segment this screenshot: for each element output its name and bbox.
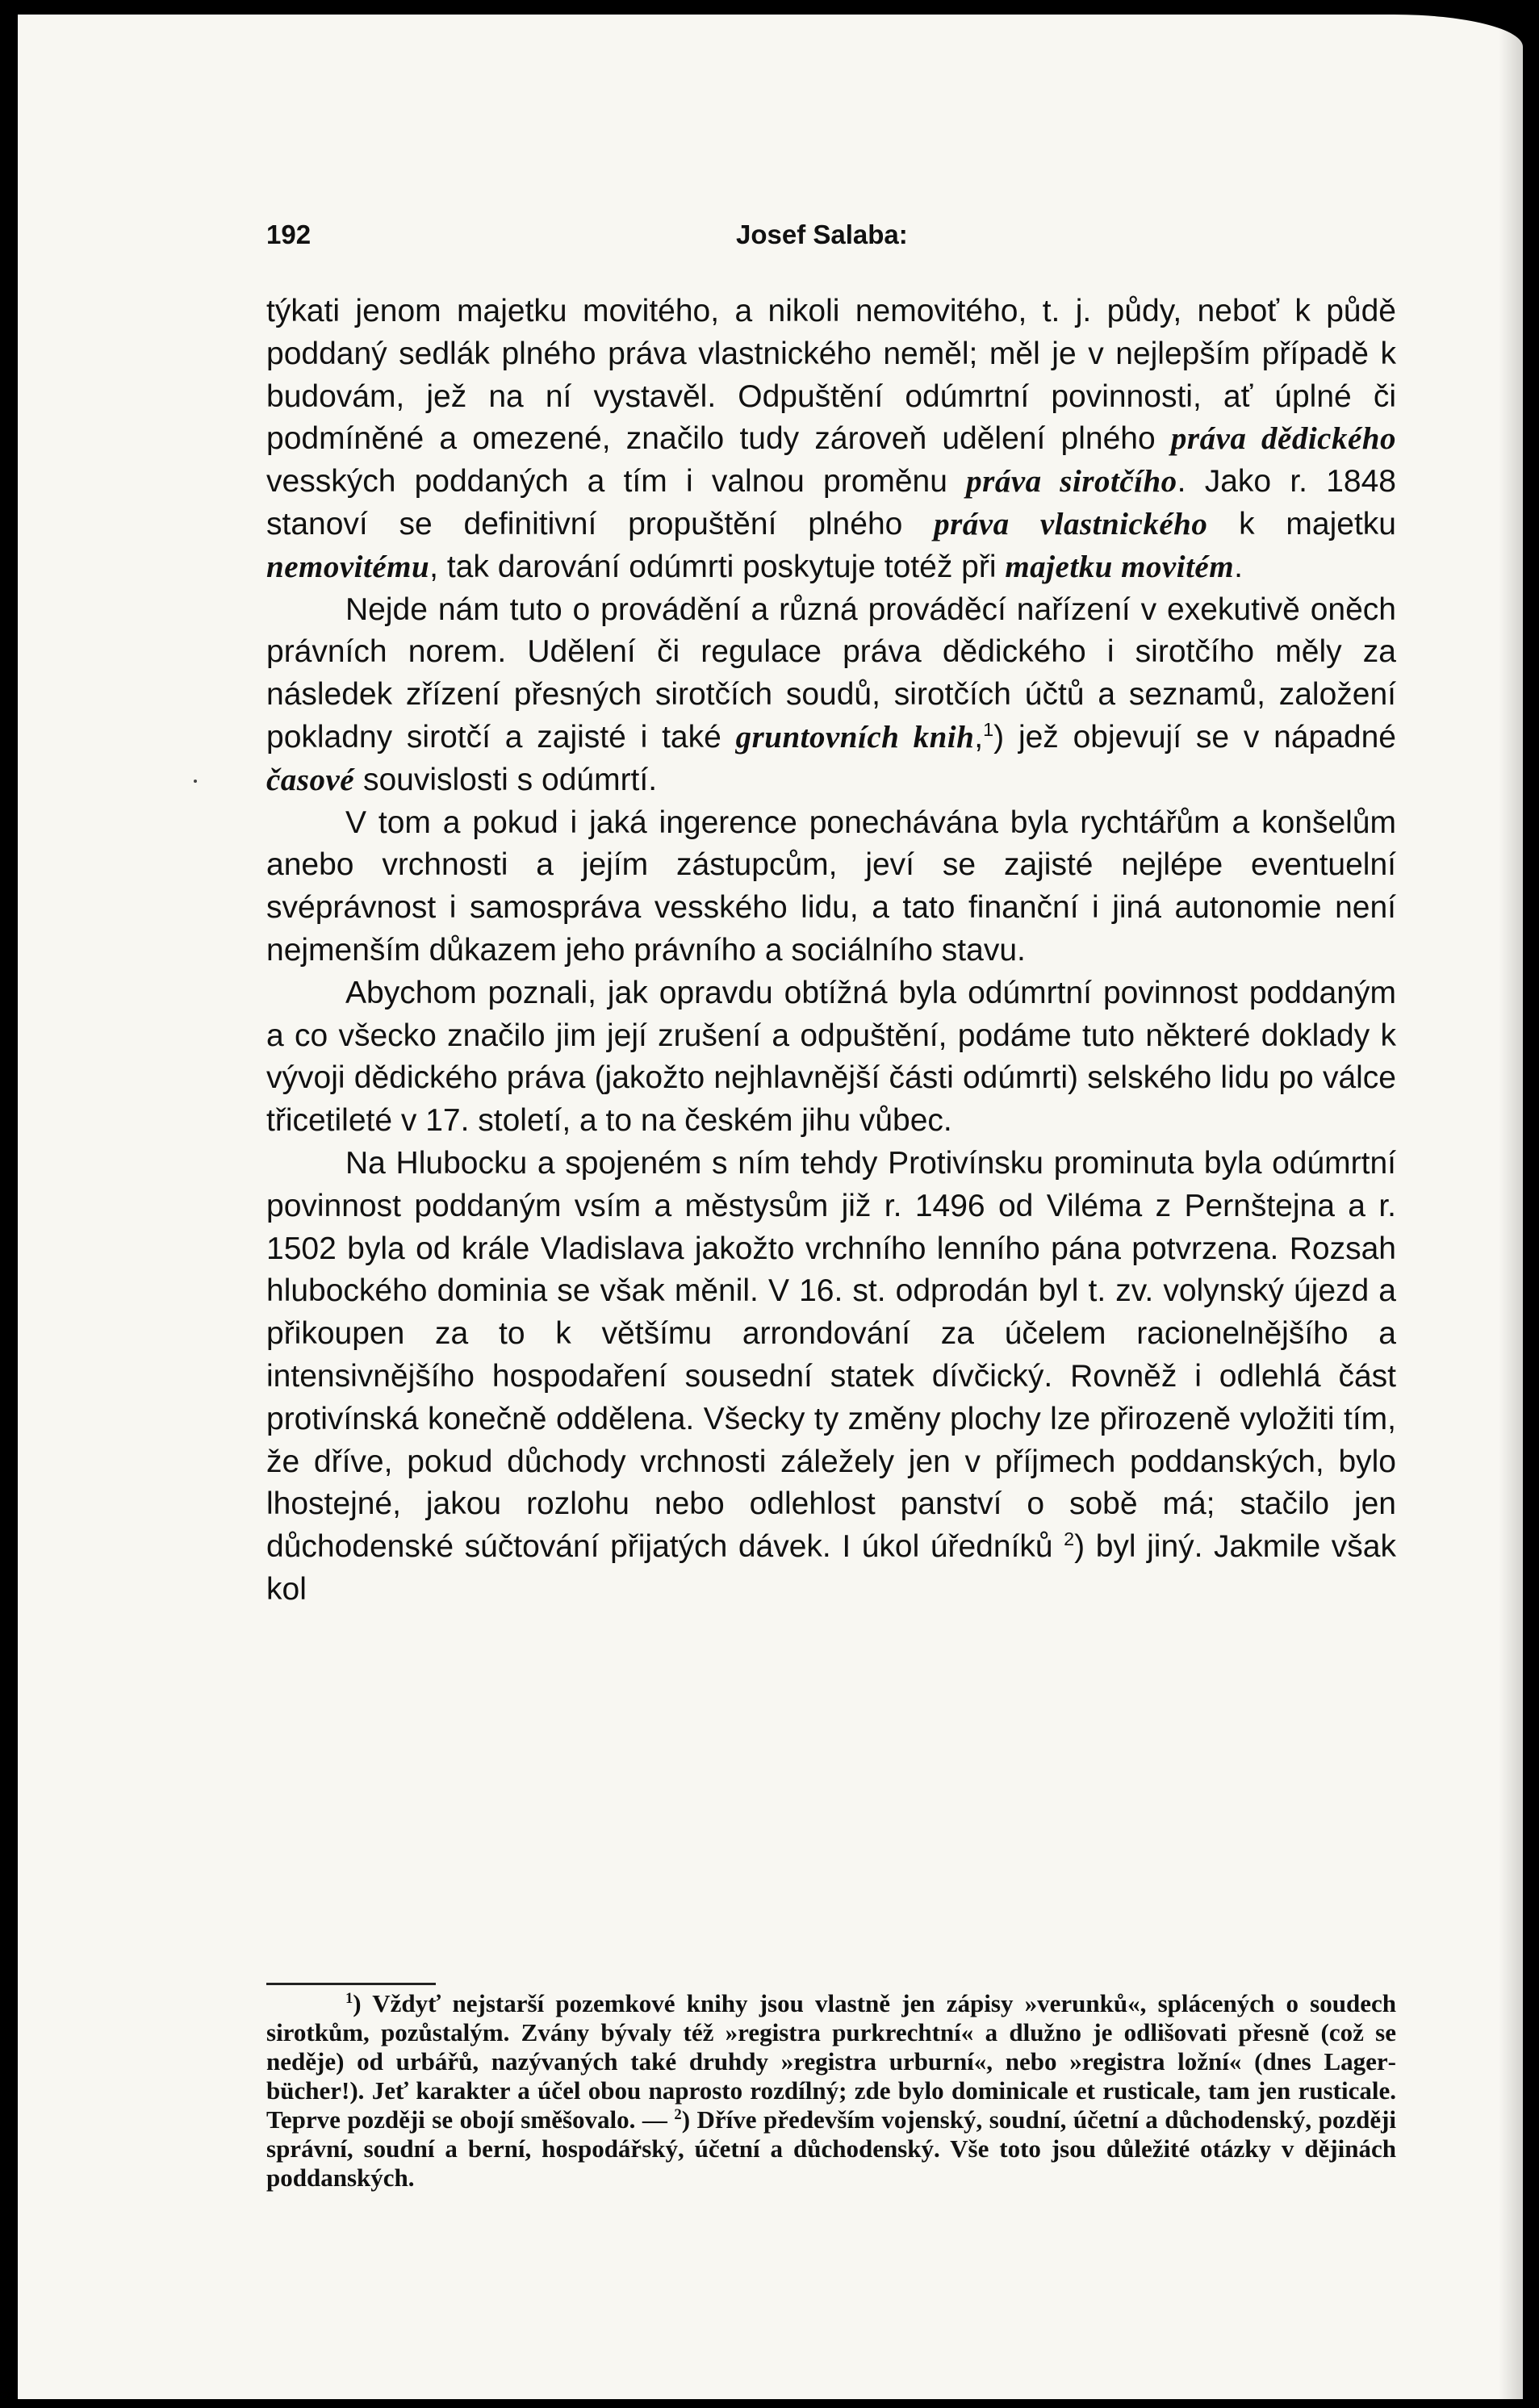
footnote-rule bbox=[266, 1983, 436, 1985]
footnote-mark: 1 bbox=[345, 1989, 353, 2007]
emphasis-prava-dedickeho: práva dědického bbox=[1170, 421, 1396, 457]
text-run: Na Hlubocku a spojeném s ním tehdy Protivínsku prominuta byla odúmrtní povinnost poddaným vsím a městysům již r. 1496 od Viléma z Pernštejna a r. 1502 byla od krále Vladislava jakožto vrchního lenního pána potvrzena. Rozsah hlubockého dominia se však měnil. V 16. st. odprodán byl t. zv. volynský újezd a přikoupen za to k většímu arrondování za účelem racionelnějšího a intensivnějšího hospodaření sousední statek dívčický. Rovněž i odlehlá část protivínská konečně oddělena. Všecky ty změny plochy lze přirozeně vyložiti tím, že dříve, pokud důchody vrchnosti záležely jen v příjmech poddanských, bylo lhostejné, jakou rozlohu nebo odlehlost panství o sobě má; stačilo jen důchodenské súčtování přijatých dávek. I úkol úředníků bbox=[266, 1145, 1396, 1565]
text-run: ) byl jiný. Jakmile však kol bbox=[266, 1529, 1396, 1607]
text-run: týkati jenom majetku movitého, a nikoli nemovitého, t. j. půdy, neboť k půdě poddaný sedlák plného práva vlastnického neměl; měl je v nejlepším případě k budovám, jež na ní vystavěl. Odpuštění odúmrtní povinnosti, ať úplné či podmíněné a omezené, značilo tudy zároveň udělení plného bbox=[266, 294, 1396, 457]
text-run: souvislosti s odúmrtí. bbox=[354, 762, 658, 797]
paragraph-3: V tom a pokud i jaká ingerence ponechávána byla rychtářům a konšelům anebo vrchnosti a jejím zástupcům, jeví se zajisté nejlépe eventuelní svéprávnost i samospráva vesského lidu, a tato finanční i jiná autonomie není nejmenším důkazem jeho právního a sociálního stavu. bbox=[266, 805, 1396, 968]
text-run: ) jež objevují se v nápadné bbox=[993, 719, 1396, 755]
running-head: Josef Salaba: bbox=[736, 219, 908, 249]
paragraph-1 bbox=[266, 291, 1396, 589]
page-header bbox=[266, 210, 1396, 258]
emphasis-gruntovnich-knih: gruntovních knih bbox=[735, 719, 975, 755]
text-run: vesských poddaných a tím i valnou proměnu bbox=[266, 464, 967, 500]
text-run: . Jako r. 1848 stanoví se definitivní propuštění plného bbox=[266, 464, 1397, 541]
text-run: , tak darování odúmrti poskytuje totéž při bbox=[429, 549, 1006, 584]
paragraph-4: Abychom poznali, jak opravdu obtížná byla odúmrtní povinnost poddaným a co všecko značilo jim její zrušení a odpuštění, podáme tuto některé doklady k vývoji dědického práva (jakožto nejhlavnější části odúmrti) selského lidu po válce třicetileté v 17. století, a to na českém jihu vůbec. bbox=[266, 975, 1396, 1139]
emphasis-prava-sirotciho: práva sirotčího bbox=[966, 464, 1177, 500]
paragraph-5 bbox=[266, 1143, 1396, 1612]
emphasis-casove: časové bbox=[266, 762, 355, 797]
footnote-ref-2[interactable]: 2 bbox=[1064, 1528, 1075, 1550]
page-content bbox=[266, 210, 1397, 2192]
text-run: , bbox=[974, 719, 984, 755]
main-text bbox=[266, 291, 1396, 1612]
footnote-ref-1[interactable]: 1 bbox=[983, 718, 994, 740]
footnote-mark: 2 bbox=[674, 2105, 682, 2123]
footnote-text: ) Dříve především vojenský, soudní, účetní a důchodenský, později správní, soudní a berní, hospodářský, účetní a důchodenský. Vše toto jsou důležité otázky v dějinách poddanských. bbox=[266, 2105, 1397, 2192]
footnotes bbox=[266, 1989, 1396, 2193]
paragraph-2 bbox=[266, 589, 1396, 802]
page-number: 192 bbox=[266, 219, 312, 249]
emphasis-majetku-movitem: majetku movitém bbox=[1005, 549, 1235, 584]
emphasis-prava-vlastnickeho: práva vlastnického bbox=[934, 506, 1208, 541]
margin-speck bbox=[194, 780, 197, 783]
text-run: Nejde nám tuto o provádění a různá prováděcí nařízení v exekutivě oněch právních norem. Udělení či regulace práva dědického i sirotčího měly za následek zřízení přesných sirotčích soudů, sirotčích účtů a seznamů, založení pokladny sirotčí a zajisté i také bbox=[266, 592, 1396, 755]
footnote-1 bbox=[266, 1989, 1396, 2193]
page-edge-shadow bbox=[1499, 15, 1523, 2399]
emphasis-nemovitemu: nemovitému bbox=[266, 549, 430, 584]
footnote-text: ) Vždyť nejstarší pozemkové knihy jsou vlastně jen zápisy »verunků«, splácených o soudech sirotkům, pozůstalým. Zvány bývaly též »registra purkrechtní« a dlužno je odlišovati přesně (což se neděje) od urbářů, nazývaných také druhdy »registra urburní«, nebo »registra ložní« (dnes Lagerbücher!). Jeť karakter a účel obou naprosto rozdílný; zde bylo dominicale et rusticale, tam jen rusticale. Teprve později se obojí směšovalo. — bbox=[266, 1989, 1396, 2134]
text-run: . bbox=[1234, 549, 1243, 584]
text-run: k majetku bbox=[1207, 506, 1396, 541]
